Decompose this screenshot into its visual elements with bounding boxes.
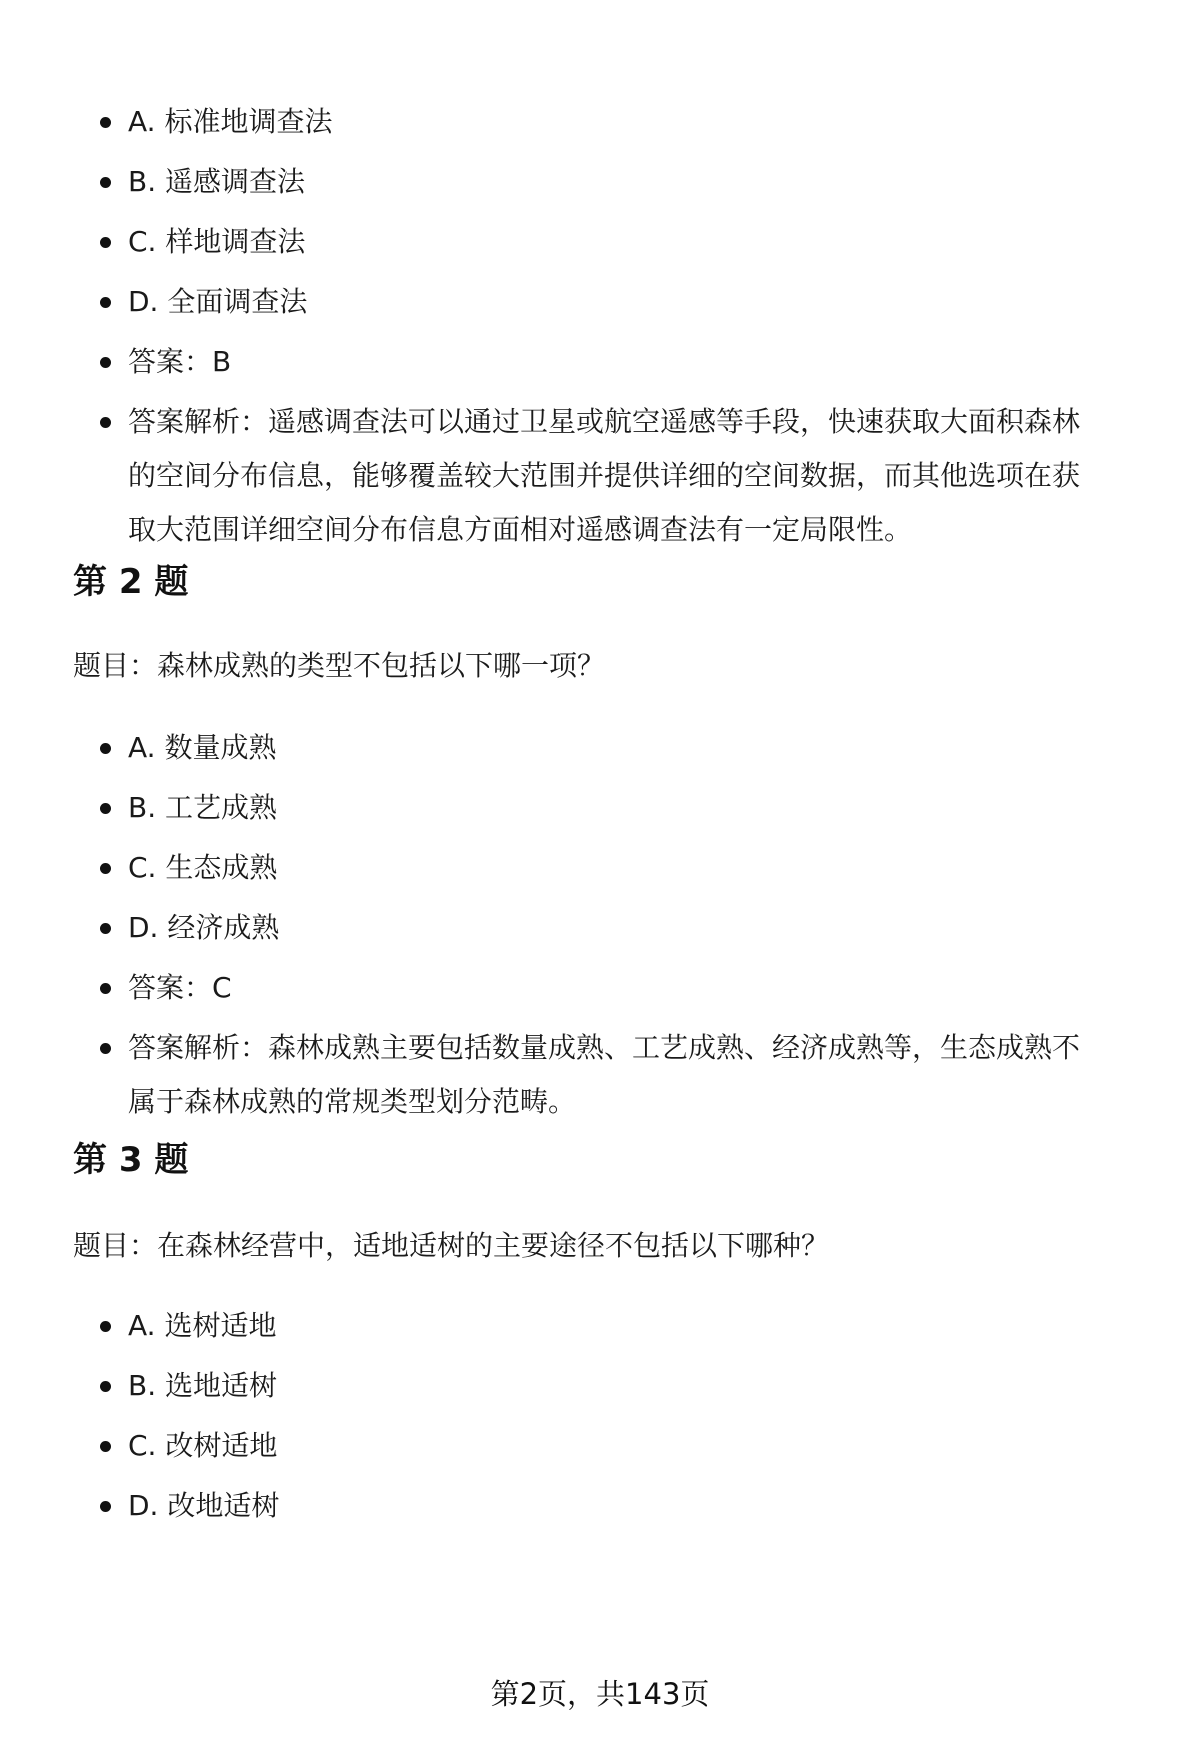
q1-option-d: D. 全面调查法 — [73, 272, 1143, 332]
q1-answer: 答案：B — [73, 332, 1143, 392]
q3-option-d: D. 改地适树 — [73, 1476, 1143, 1536]
q1-analysis — [73, 392, 1143, 557]
q1-option-c: C. 样地调查法 — [73, 212, 1143, 272]
page-number-footer: 第2页，共143页 — [490, 1677, 710, 1711]
q2-option-b: B. 工艺成熟 — [73, 778, 1143, 838]
q2-stem: 题目：森林成熟的类型不包括以下哪一项？ — [73, 649, 606, 682]
q2-option-a: A. 数量成熟 — [73, 718, 1143, 778]
q1-option-list — [73, 92, 1143, 557]
q2-analysis-line-2: 属于森林成熟的常规类型划分范畴。 — [128, 1085, 577, 1118]
q1-option-b: B. 遥感调查法 — [73, 152, 1143, 212]
q3-option-b: B. 选地适树 — [73, 1356, 1143, 1416]
q3-option-list — [73, 1296, 1143, 1536]
q3-option-c: C. 改树适地 — [73, 1416, 1143, 1476]
q2-analysis — [73, 1018, 1143, 1129]
q2-analysis-line-1: 答案解析：森林成熟主要包括数量成熟、工艺成熟、经济成熟等，生态成熟不 — [128, 1031, 1081, 1064]
q2-option-d: D. 经济成熟 — [73, 898, 1143, 958]
q1-analysis-line-3: 取大范围详细空间分布信息方面相对遥感调查法有一定局限性。 — [128, 513, 913, 546]
q3-stem: 题目：在森林经营中，适地适树的主要途径不包括以下哪种？ — [73, 1229, 830, 1262]
q1-analysis-line-2: 的空间分布信息，能够覆盖较大范围并提供详细的空间数据，而其他选项在获 — [128, 459, 1081, 492]
q2-option-list — [73, 718, 1143, 1129]
q2-answer: 答案：C — [73, 958, 1143, 1018]
q3-heading: 第 3 题 — [73, 1140, 189, 1180]
q3-option-a: A. 选树适地 — [73, 1296, 1143, 1356]
q1-option-a: A. 标准地调查法 — [73, 92, 1143, 152]
q1-analysis-line-1: 答案解析：遥感调查法可以通过卫星或航空遥感等手段，快速获取大面积森林 — [128, 405, 1081, 438]
q2-heading: 第 2 题 — [73, 562, 189, 602]
q2-option-c: C. 生态成熟 — [73, 838, 1143, 898]
